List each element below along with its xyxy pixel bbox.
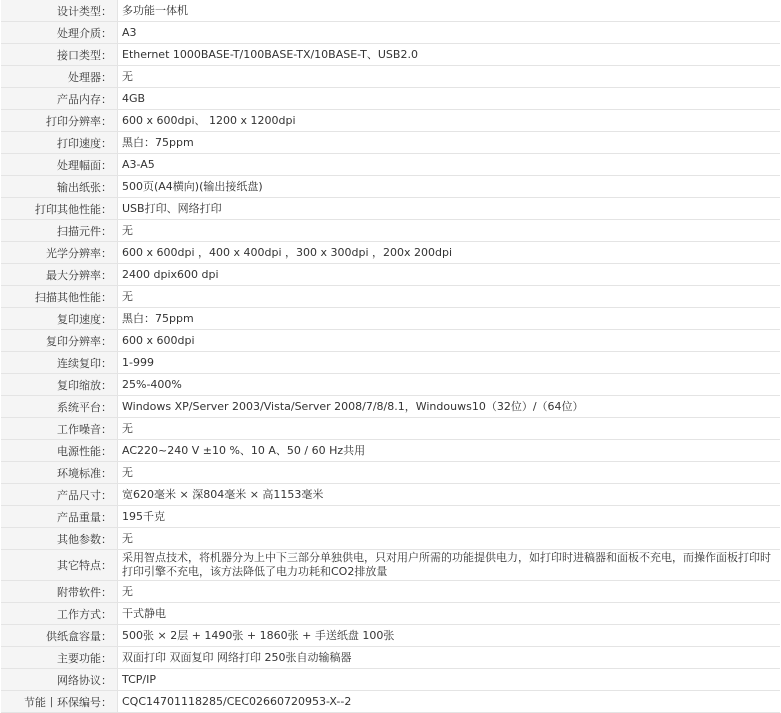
spec-value: CQC14701118285/CEC02660720953-X--2 — [118, 691, 781, 713]
spec-label: 工作方式： — [1, 603, 118, 625]
spec-row — [1, 44, 780, 66]
spec-label: 主要功能： — [1, 647, 118, 669]
spec-value: 1-999 — [118, 352, 781, 374]
spec-row — [1, 418, 780, 440]
spec-label: 扫描其他性能： — [1, 286, 118, 308]
spec-label: 环境标准： — [1, 462, 118, 484]
spec-label: 供纸盒容量： — [1, 625, 118, 647]
spec-value: 无 — [118, 528, 781, 550]
spec-row — [1, 484, 780, 506]
spec-value: 无 — [118, 286, 781, 308]
spec-label: 扫描元件： — [1, 220, 118, 242]
spec-label: 最大分辨率： — [1, 264, 118, 286]
spec-value: 无 — [118, 581, 781, 603]
spec-row — [1, 374, 780, 396]
spec-value: 无 — [118, 462, 781, 484]
spec-value: AC220~240 V ±10 %、10 A、50 / 60 Hz共用 — [118, 440, 781, 462]
spec-value: 采用智点技术，将机器分为上中下三部分单独供电，只对用户所需的功能提供电力，如打印时进稿器和面板不充电，而操作面板打印时打印引擎不充电，该方法降低了电力功耗和CO2排放量 — [118, 550, 781, 581]
spec-value: USB打印、网络打印 — [118, 198, 781, 220]
spec-row — [1, 528, 780, 550]
spec-row — [1, 242, 780, 264]
spec-row — [1, 308, 780, 330]
spec-value: 黑白：75ppm — [118, 308, 781, 330]
spec-label: 打印速度： — [1, 132, 118, 154]
spec-label: 输出纸张： — [1, 176, 118, 198]
spec-label: 复印分辨率： — [1, 330, 118, 352]
spec-row — [1, 647, 780, 669]
spec-row — [1, 352, 780, 374]
spec-row — [1, 330, 780, 352]
spec-label: 处理介质： — [1, 22, 118, 44]
spec-value: 600 x 600dpi — [118, 330, 781, 352]
spec-value: 宽620毫米 × 深804毫米 × 高1153毫米 — [118, 484, 781, 506]
spec-row — [1, 66, 780, 88]
spec-label: 产品内存： — [1, 88, 118, 110]
spec-value: A3-A5 — [118, 154, 781, 176]
spec-row — [1, 110, 780, 132]
spec-label: 复印速度： — [1, 308, 118, 330]
spec-row — [1, 0, 780, 22]
spec-row — [1, 396, 780, 418]
spec-row — [1, 506, 780, 528]
spec-label: 其他参数： — [1, 528, 118, 550]
spec-row — [1, 462, 780, 484]
spec-label: 复印缩放： — [1, 374, 118, 396]
spec-row — [1, 264, 780, 286]
spec-row — [1, 603, 780, 625]
spec-row — [1, 625, 780, 647]
spec-label: 工作噪音： — [1, 418, 118, 440]
spec-label: 处理幅面： — [1, 154, 118, 176]
spec-label: 接口类型： — [1, 44, 118, 66]
spec-label: 网络协议： — [1, 669, 118, 691]
spec-row — [1, 154, 780, 176]
spec-label: 设计类型： — [1, 0, 118, 22]
spec-label: 系统平台： — [1, 396, 118, 418]
spec-label: 附带软件： — [1, 581, 118, 603]
spec-value: 干式静电 — [118, 603, 781, 625]
spec-row — [1, 198, 780, 220]
spec-row — [1, 550, 780, 581]
spec-value: 无 — [118, 418, 781, 440]
spec-label: 连续复印： — [1, 352, 118, 374]
spec-label: 其它特点： — [1, 550, 118, 581]
spec-row — [1, 581, 780, 603]
spec-value: 4GB — [118, 88, 781, 110]
spec-label: 电源性能： — [1, 440, 118, 462]
spec-label: 打印分辨率： — [1, 110, 118, 132]
spec-table — [1, 0, 780, 713]
spec-value: 2400 dpix600 dpi — [118, 264, 781, 286]
spec-value: 195千克 — [118, 506, 781, 528]
spec-value: TCP/IP — [118, 669, 781, 691]
spec-label: 处理器： — [1, 66, 118, 88]
spec-row — [1, 691, 780, 713]
spec-label: 节能丨环保编号： — [1, 691, 118, 713]
spec-row — [1, 220, 780, 242]
spec-value: 无 — [118, 220, 781, 242]
spec-value: 多功能一体机 — [118, 0, 781, 22]
spec-value: 600 x 600dpi、 1200 x 1200dpi — [118, 110, 781, 132]
spec-row — [1, 669, 780, 691]
spec-value: 双面打印 双面复印 网络打印 250张自动输稿器 — [118, 647, 781, 669]
spec-row — [1, 132, 780, 154]
spec-label: 打印其他性能： — [1, 198, 118, 220]
spec-value: Windows XP/Server 2003/Vista/Server 2008/7/8/8.1，Windouws10（32位）/（64位） — [118, 396, 781, 418]
spec-row — [1, 176, 780, 198]
spec-value: A3 — [118, 22, 781, 44]
spec-value: 黑白：75ppm — [118, 132, 781, 154]
spec-label: 产品重量： — [1, 506, 118, 528]
spec-value: 600 x 600dpi ，400 x 400dpi ，300 x 300dpi ，200x 200dpi — [118, 242, 781, 264]
spec-row — [1, 286, 780, 308]
spec-label: 产品尺寸： — [1, 484, 118, 506]
spec-value: 无 — [118, 66, 781, 88]
spec-table-body — [1, 0, 780, 713]
spec-row — [1, 440, 780, 462]
spec-label: 光学分辨率： — [1, 242, 118, 264]
spec-row — [1, 22, 780, 44]
spec-value: 500张 × 2层 + 1490张 + 1860张 + 手送纸盘 100张 — [118, 625, 781, 647]
spec-value: Ethernet 1000BASE-T/100BASE-TX/10BASE-T、USB2.0 — [118, 44, 781, 66]
spec-row — [1, 88, 780, 110]
spec-value: 500页(A4横向)(输出接纸盘) — [118, 176, 781, 198]
spec-value: 25%-400% — [118, 374, 781, 396]
